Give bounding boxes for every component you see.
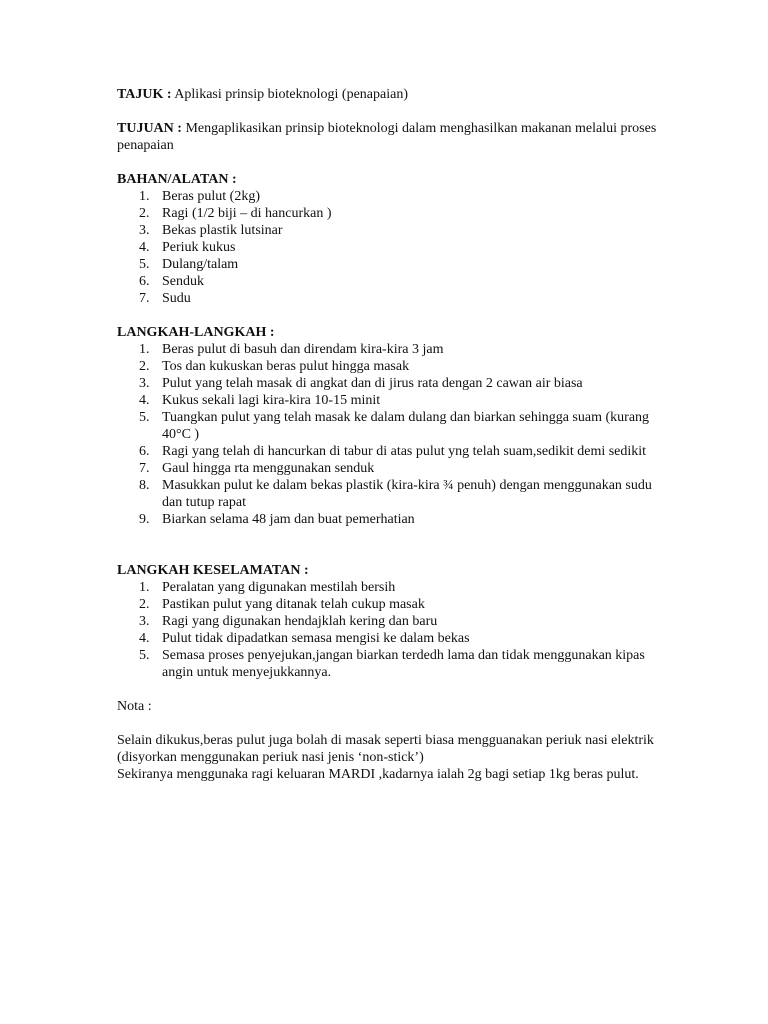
list-number: 2. [139, 206, 150, 221]
spacer [117, 307, 657, 324]
spacer [117, 715, 657, 732]
list-item [117, 273, 657, 290]
list-number: 7. [139, 461, 150, 476]
list-text: Senduk [162, 274, 204, 289]
list-text: Sudu [162, 291, 191, 306]
bahan-heading: BAHAN/ALATAN : [117, 172, 237, 187]
list-item [117, 630, 657, 647]
list-item [117, 477, 657, 511]
list-text: Beras pulut di basuh dan direndam kira-kira 3 jam [162, 342, 444, 357]
list-item [117, 205, 657, 222]
list-text: Masukkan pulut ke dalam bekas plastik (kira-kira ¾ penuh) dengan menggunakan sudu dan tutup rapat [162, 478, 652, 510]
list-text: Tos dan kukuskan beras pulut hingga masak [162, 359, 410, 374]
list-text: Tuangkan pulut yang telah masak ke dalam dulang dan biarkan sehingga suam (kurang 40°C ) [162, 410, 650, 442]
list-number: 1. [139, 189, 150, 204]
list-number: 4. [139, 240, 150, 255]
langkah-heading: LANGKAH-LANGKAH : [117, 325, 275, 340]
list-item [117, 358, 657, 375]
list-number: 1. [139, 342, 150, 357]
tujuan-text: Mengaplikasikan prinsip bioteknologi dalam menghasilkan makanan melalui proses penapaian [117, 121, 657, 153]
list-number: 7. [139, 291, 150, 306]
nota-paragraph-1: Selain dikukus,beras pulut juga bolah di masak seperti biasa mengguanakan periuk nasi elektrik (disyorkan menggunakan periuk nasi jenis ‘non-stick’) [117, 733, 654, 765]
spacer [117, 154, 657, 171]
list-text: Pastikan pulut yang ditanak telah cukup masak [162, 597, 425, 612]
list-item [117, 613, 657, 630]
list-text: Bekas plastik lutsinar [162, 223, 283, 238]
list-text: Kukus sekali lagi kira-kira 10-15 minit [162, 393, 381, 408]
list-item [117, 511, 657, 528]
list-text: Beras pulut (2kg) [162, 189, 260, 204]
list-text: Semasa proses penyejukan,jangan biarkan terdedh lama dan tidak menggunakan kipas angin untuk menyejukkannya. [162, 648, 645, 680]
list-item [117, 239, 657, 256]
list-text: Pulut yang telah masak di angkat dan di jirus rata dengan 2 cawan air biasa [162, 376, 583, 391]
keselamatan-list [117, 579, 657, 681]
list-item [117, 647, 657, 681]
list-item [117, 443, 657, 460]
tajuk-text: Aplikasi prinsip bioteknologi (penapaian) [171, 87, 408, 102]
list-text: Pulut tidak dipadatkan semasa mengisi ke dalam bekas [162, 631, 470, 646]
list-number: 5. [139, 648, 150, 663]
list-text: Biarkan selama 48 jam dan buat pemerhatian [162, 512, 415, 527]
list-item [117, 290, 657, 307]
list-number: 3. [139, 223, 150, 238]
list-number: 3. [139, 614, 150, 629]
list-text: Gaul hingga rta menggunakan senduk [162, 461, 375, 476]
list-number: 4. [139, 393, 150, 408]
list-text: Ragi yang telah di hancurkan di tabur di atas pulut yng telah suam,sedikit demi sedikit [162, 444, 647, 459]
spacer [117, 103, 657, 120]
list-text: Peralatan yang digunakan mestilah bersih [162, 580, 396, 595]
document-page [117, 86, 657, 783]
list-number: 4. [139, 631, 150, 646]
tajuk-label: TAJUK : [117, 87, 172, 102]
langkah-list [117, 341, 657, 528]
list-item [117, 188, 657, 205]
list-item [117, 222, 657, 239]
list-item [117, 409, 657, 443]
list-number: 6. [139, 274, 150, 289]
list-number: 9. [139, 512, 150, 527]
list-text: Periuk kukus [162, 240, 236, 255]
list-item [117, 579, 657, 596]
tujuan-label: TUJUAN : [117, 121, 182, 136]
list-text: Dulang/talam [162, 257, 239, 272]
list-item [117, 392, 657, 409]
nota-paragraph-2: Sekiranya menggunaka ragi keluaran MARDI ,kadarnya ialah 2g bagi setiap 1kg beras pulut. [117, 767, 639, 782]
list-number: 2. [139, 597, 150, 612]
list-item [117, 256, 657, 273]
bahan-list [117, 188, 657, 307]
list-text: Ragi yang digunakan hendajklah kering dan baru [162, 614, 438, 629]
list-number: 5. [139, 410, 150, 425]
list-number: 6. [139, 444, 150, 459]
list-number: 5. [139, 257, 150, 272]
tujuan-line [117, 120, 657, 154]
list-number: 1. [139, 580, 150, 595]
spacer [117, 681, 657, 698]
list-item [117, 375, 657, 392]
tajuk-line [117, 86, 657, 103]
list-number: 8. [139, 478, 150, 493]
nota-label: Nota : [117, 699, 152, 714]
list-item [117, 460, 657, 477]
list-text: Ragi (1/2 biji – di hancurkan ) [162, 206, 332, 221]
list-item [117, 341, 657, 358]
spacer [117, 528, 657, 562]
list-number: 2. [139, 359, 150, 374]
list-number: 3. [139, 376, 150, 391]
keselamatan-heading: LANGKAH KESELAMATAN : [117, 563, 309, 578]
list-item [117, 596, 657, 613]
